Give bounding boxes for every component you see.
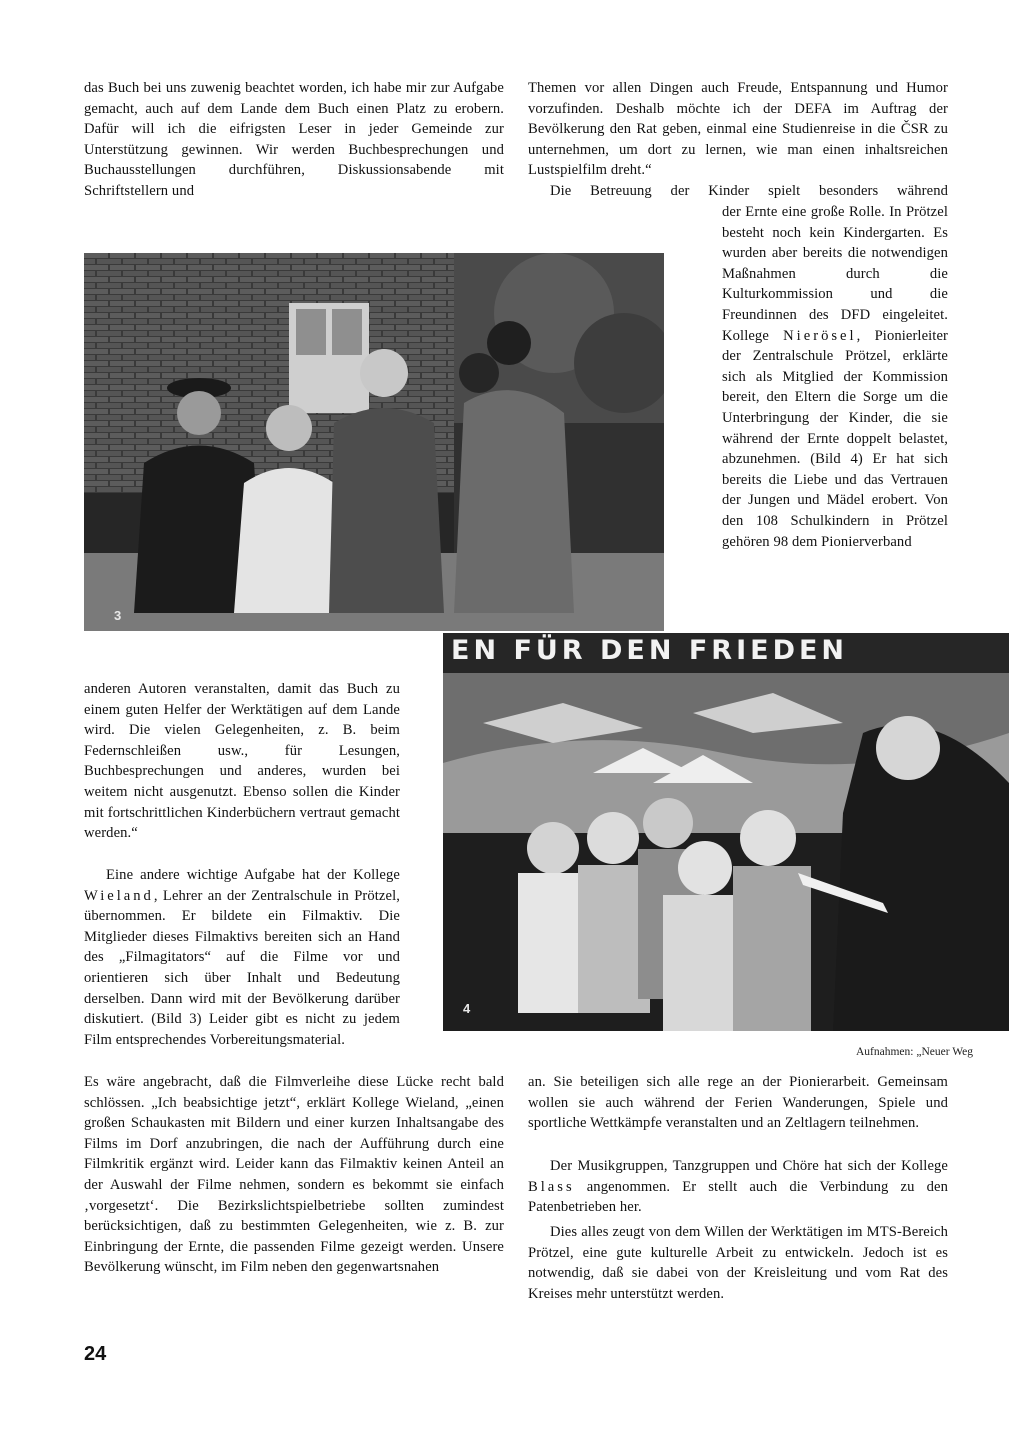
photo-4-image — [443, 633, 1009, 1031]
left-middle-text-a: Eine andere wichtige Aufgabe hat der Kollege — [106, 867, 400, 883]
right-bottom-paragraph: an. Sie beteiligen sich alle rege an der Pionierarbeit. Gemeinsam wollen sie auch während der Ferien Wanderungen, Spiele und sportliche Wettkämpfe veranstalten und an Zeltlagern teilnehmen. — [528, 1074, 948, 1132]
right-bottom-text-b: angenommen. Er stellt auch die Verbindung zu den Patenbetrieben her. — [528, 1178, 949, 1216]
left-middle-text-b: , Lehrer an der Zentralschule in Prötzel, übernommen. Er bildete ein Filmaktiv. Die Mitglieder dieses Filmaktivs bereiten sich an Hand des „Filmagitators“ auf die Filme vor und orientieren sich über Inhalt und Bedeutung derselben. Dann wird mit der Bevölkerung darüber diskutiert. (Bild 3) Leider gibt es nicht zu jedem Film entsprechendes Vorbereitungsmaterial. — [84, 887, 400, 1048]
left-middle-paragraph: anderen Autoren veranstalten, damit das Buch zu einem guten Helfer der Werktätigen auf dem Lande wird. Die vielen Gelegenheiten, z. B. beim Federnschleißen usw., für Lesungen, Buchbesprechungen und anderes, wurden bei weitem nicht ausgenutzt. Ebenso sollen die Kinder mit fortschrittlichen Kinderbüchern vertraut gemacht werden.“ — [84, 681, 400, 842]
right-bottom-text-a: Der Musikgruppen, Tanzgruppen und Chöre hat sich der Kollege — [550, 1158, 948, 1174]
narrow-text-a: der Ernte eine große Rolle. In Prötzel besteht noch kein Kindergarten. Es wurden aber bereits die notwendigen Maßnahmen durch die Kulturkommission und die Freundinnen des DFD eingeleitet. Kollege — [722, 204, 948, 344]
photo-3 — [84, 253, 664, 631]
right-bottom-paragraph-3: Dies alles zeugt von dem Willen der Werktätigen im MTS-Bereich Prötzel, eine gute kulturelle Arbeit zu entwickeln. Jedoch ist es notwendig, daß sie dabei von der Kreisleitung und vom Rat des Kreises mehr unterstützt werden. — [528, 1224, 948, 1302]
right-bottom-paragraph-2 — [528, 1156, 948, 1218]
photo-4-number: 4 — [463, 1001, 471, 1016]
name-blass: Blass — [528, 1178, 575, 1195]
narrow-column-paragraph — [722, 202, 948, 552]
left-top-paragraph: das Buch bei uns zuwenig beachtet worden, ich habe mir zur Aufgabe gemacht, auch auf dem Lande dem Buch einen Platz zu erobern. Dafür will ich die eifrigsten Leser in jeder Gemeinde zur Unterstützung gewinnen. Wir werden Buchbesprechungen und Buchausstellungen durchführen, Diskussionsabende mit Schriftstellern und — [84, 80, 504, 199]
narrow-text-b: , Pionierleiter der Zentralschule Prötzel, erklärte sich als Mitglied der Kommission bereit, den Eltern die Sorge um die Unterbringung der Kinder, die sie während der Ernte doppelt belastet, abzunehmen. (Bild 4) Er hat sich bereits die Liebe und das Vertrauen der Jungen und Mädel erobert. Von den 108 Schulkindern in Prötzel gehören 98 dem Pionierverband — [722, 327, 949, 550]
photo-3-number: 3 — [114, 608, 122, 623]
photo-3-image — [84, 253, 664, 631]
right-top-paragraph: Themen vor allen Dingen auch Freude, Entspannung und Humor vorzufinden. Deshalb möchte ich der DEFA im Auftrag der Bevölkerung den Rat geben, einmal eine Studienreise in die ČSR zu unternehmen, um dort zu lernen, wie man einen inhaltsreichen Lustspielfilm dreht.“ — [528, 80, 948, 179]
right-top-paragraph-2: Die Betreuung der Kinder spielt besonders während — [550, 183, 948, 199]
photo-4 — [443, 633, 1009, 1031]
photo-caption: Aufnahmen: „Neuer Weg — [856, 1046, 974, 1058]
name-nieroesel: Nierösel — [783, 327, 857, 344]
left-bottom-paragraph: Es wäre angebracht, daß die Filmverleihe diese Lücke recht bald schlössen. „Ich beabsichtige jetzt“, erklärt Kollege Wieland, „einen großen Schaukasten mit Bildern und einer kurzen Inhaltsangabe des Films im Dorf anzubringen, die nach der Aufführung durch eine Filmkritik ergänzt wird. Leider kann das Filmaktiv keinen Anteil an der Auswahl der Filme nehmen, sondern es bekommt sie einfach ‚vorgesetzt‘. Die Bezirkslichtspielbetriebe sollten zumindest berücksichtigen, daß zu bestimmten Gelegenheiten, wie z. B. zur Einbringung der Ernte, die passenden Filme gezeigt werden. Unsere Bevölkerung wünscht, im Film neben den gegenwartsnahen — [84, 1074, 504, 1276]
name-wieland: Wieland — [84, 887, 154, 904]
left-middle-paragraph-2 — [84, 865, 400, 1050]
page-number: 24 — [84, 1343, 107, 1365]
photo-4-banner: EN FÜR DEN FRIEDEN — [451, 635, 849, 666]
